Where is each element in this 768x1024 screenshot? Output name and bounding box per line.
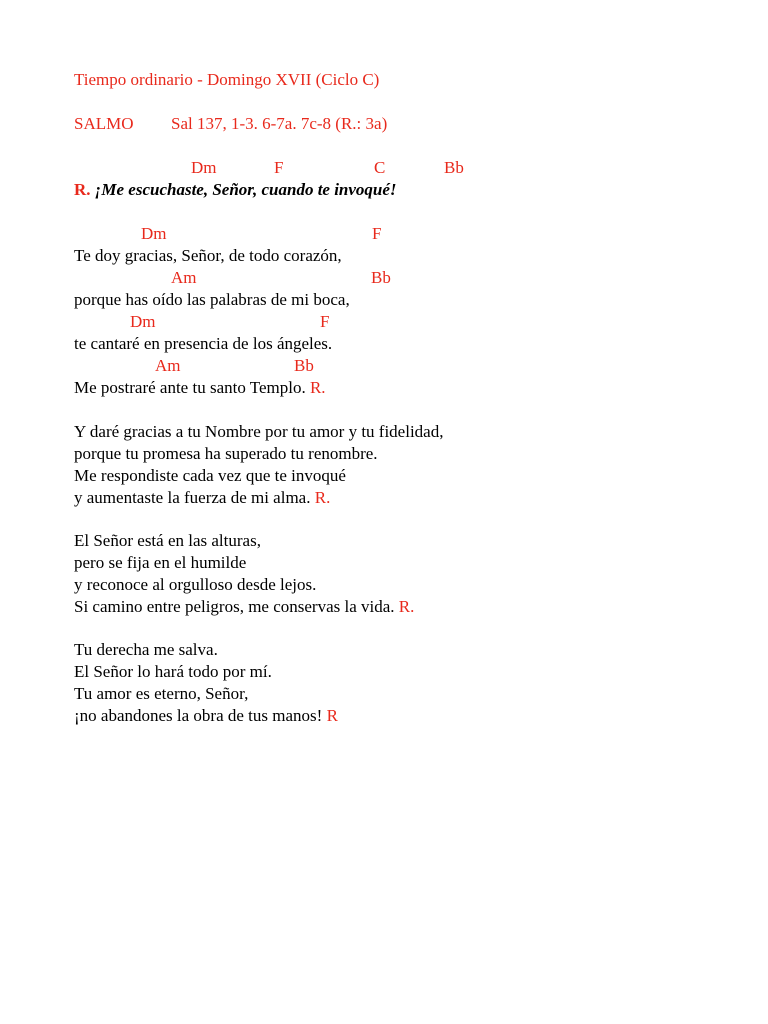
chord: Dm bbox=[130, 312, 156, 331]
chord: F bbox=[372, 224, 382, 243]
salmo-reference: Sal 137, 1-3. 6-7a. 7c-8 (R.: 3a) bbox=[171, 114, 388, 133]
verse-line: Tu derecha me salva. bbox=[74, 640, 218, 659]
verse-line: porque has oído las palabras de mi boca, bbox=[74, 290, 350, 309]
verse-line: Me respondiste cada vez que te invoqué bbox=[74, 466, 346, 485]
chord: F bbox=[274, 158, 284, 177]
chord: Dm bbox=[141, 224, 167, 243]
verse-text: Si camino entre peligros, me conservas la vida. bbox=[74, 597, 395, 616]
verse-line: te cantaré en presencia de los ángeles. bbox=[74, 334, 333, 353]
chord: Bb bbox=[371, 268, 391, 287]
verse-line: El Señor lo hará todo por mí. bbox=[74, 662, 272, 681]
verse-text: ¡no abandones la obra de tus manos! bbox=[74, 706, 323, 725]
chord: Am bbox=[155, 356, 181, 375]
verse-line bbox=[74, 596, 414, 618]
page-title: Tiempo ordinario - Domingo XVII (Ciclo C) bbox=[74, 70, 380, 89]
response-line bbox=[74, 179, 397, 201]
response-marker: R bbox=[326, 706, 338, 725]
verse-line: y reconoce al orgulloso desde lejos. bbox=[74, 575, 317, 594]
verse-line bbox=[74, 377, 326, 399]
verse-line: Y daré gracias a tu Nombre por tu amor y tu fidelidad, bbox=[74, 422, 444, 441]
verse-line: porque tu promesa ha superado tu renombre. bbox=[74, 444, 378, 463]
verse-line bbox=[74, 487, 330, 509]
verse-line: Te doy gracias, Señor, de todo corazón, bbox=[74, 246, 342, 265]
verse-line: Tu amor es eterno, Señor, bbox=[74, 684, 249, 703]
verse-line: El Señor está en las alturas, bbox=[74, 531, 261, 550]
chord: Bb bbox=[444, 158, 464, 177]
response-marker: R. bbox=[309, 378, 326, 397]
response-text: ¡Me escuchaste, Señor, cuando te invoqué! bbox=[94, 180, 397, 199]
response-marker: R. bbox=[314, 488, 331, 507]
response-marker: R. bbox=[398, 597, 415, 616]
chord: Bb bbox=[294, 356, 314, 375]
chord: Dm bbox=[191, 158, 217, 177]
chord: F bbox=[320, 312, 330, 331]
verse-line: pero se fija en el humilde bbox=[74, 553, 247, 572]
salmo-label: SALMO bbox=[74, 114, 134, 133]
verse-text: Me postraré ante tu santo Templo. bbox=[74, 378, 306, 397]
chord: C bbox=[374, 158, 386, 177]
chord: Am bbox=[171, 268, 197, 287]
response-marker: R. bbox=[74, 180, 91, 199]
verse-text: y aumentaste la fuerza de mi alma. bbox=[74, 488, 311, 507]
verse-line bbox=[74, 705, 338, 727]
